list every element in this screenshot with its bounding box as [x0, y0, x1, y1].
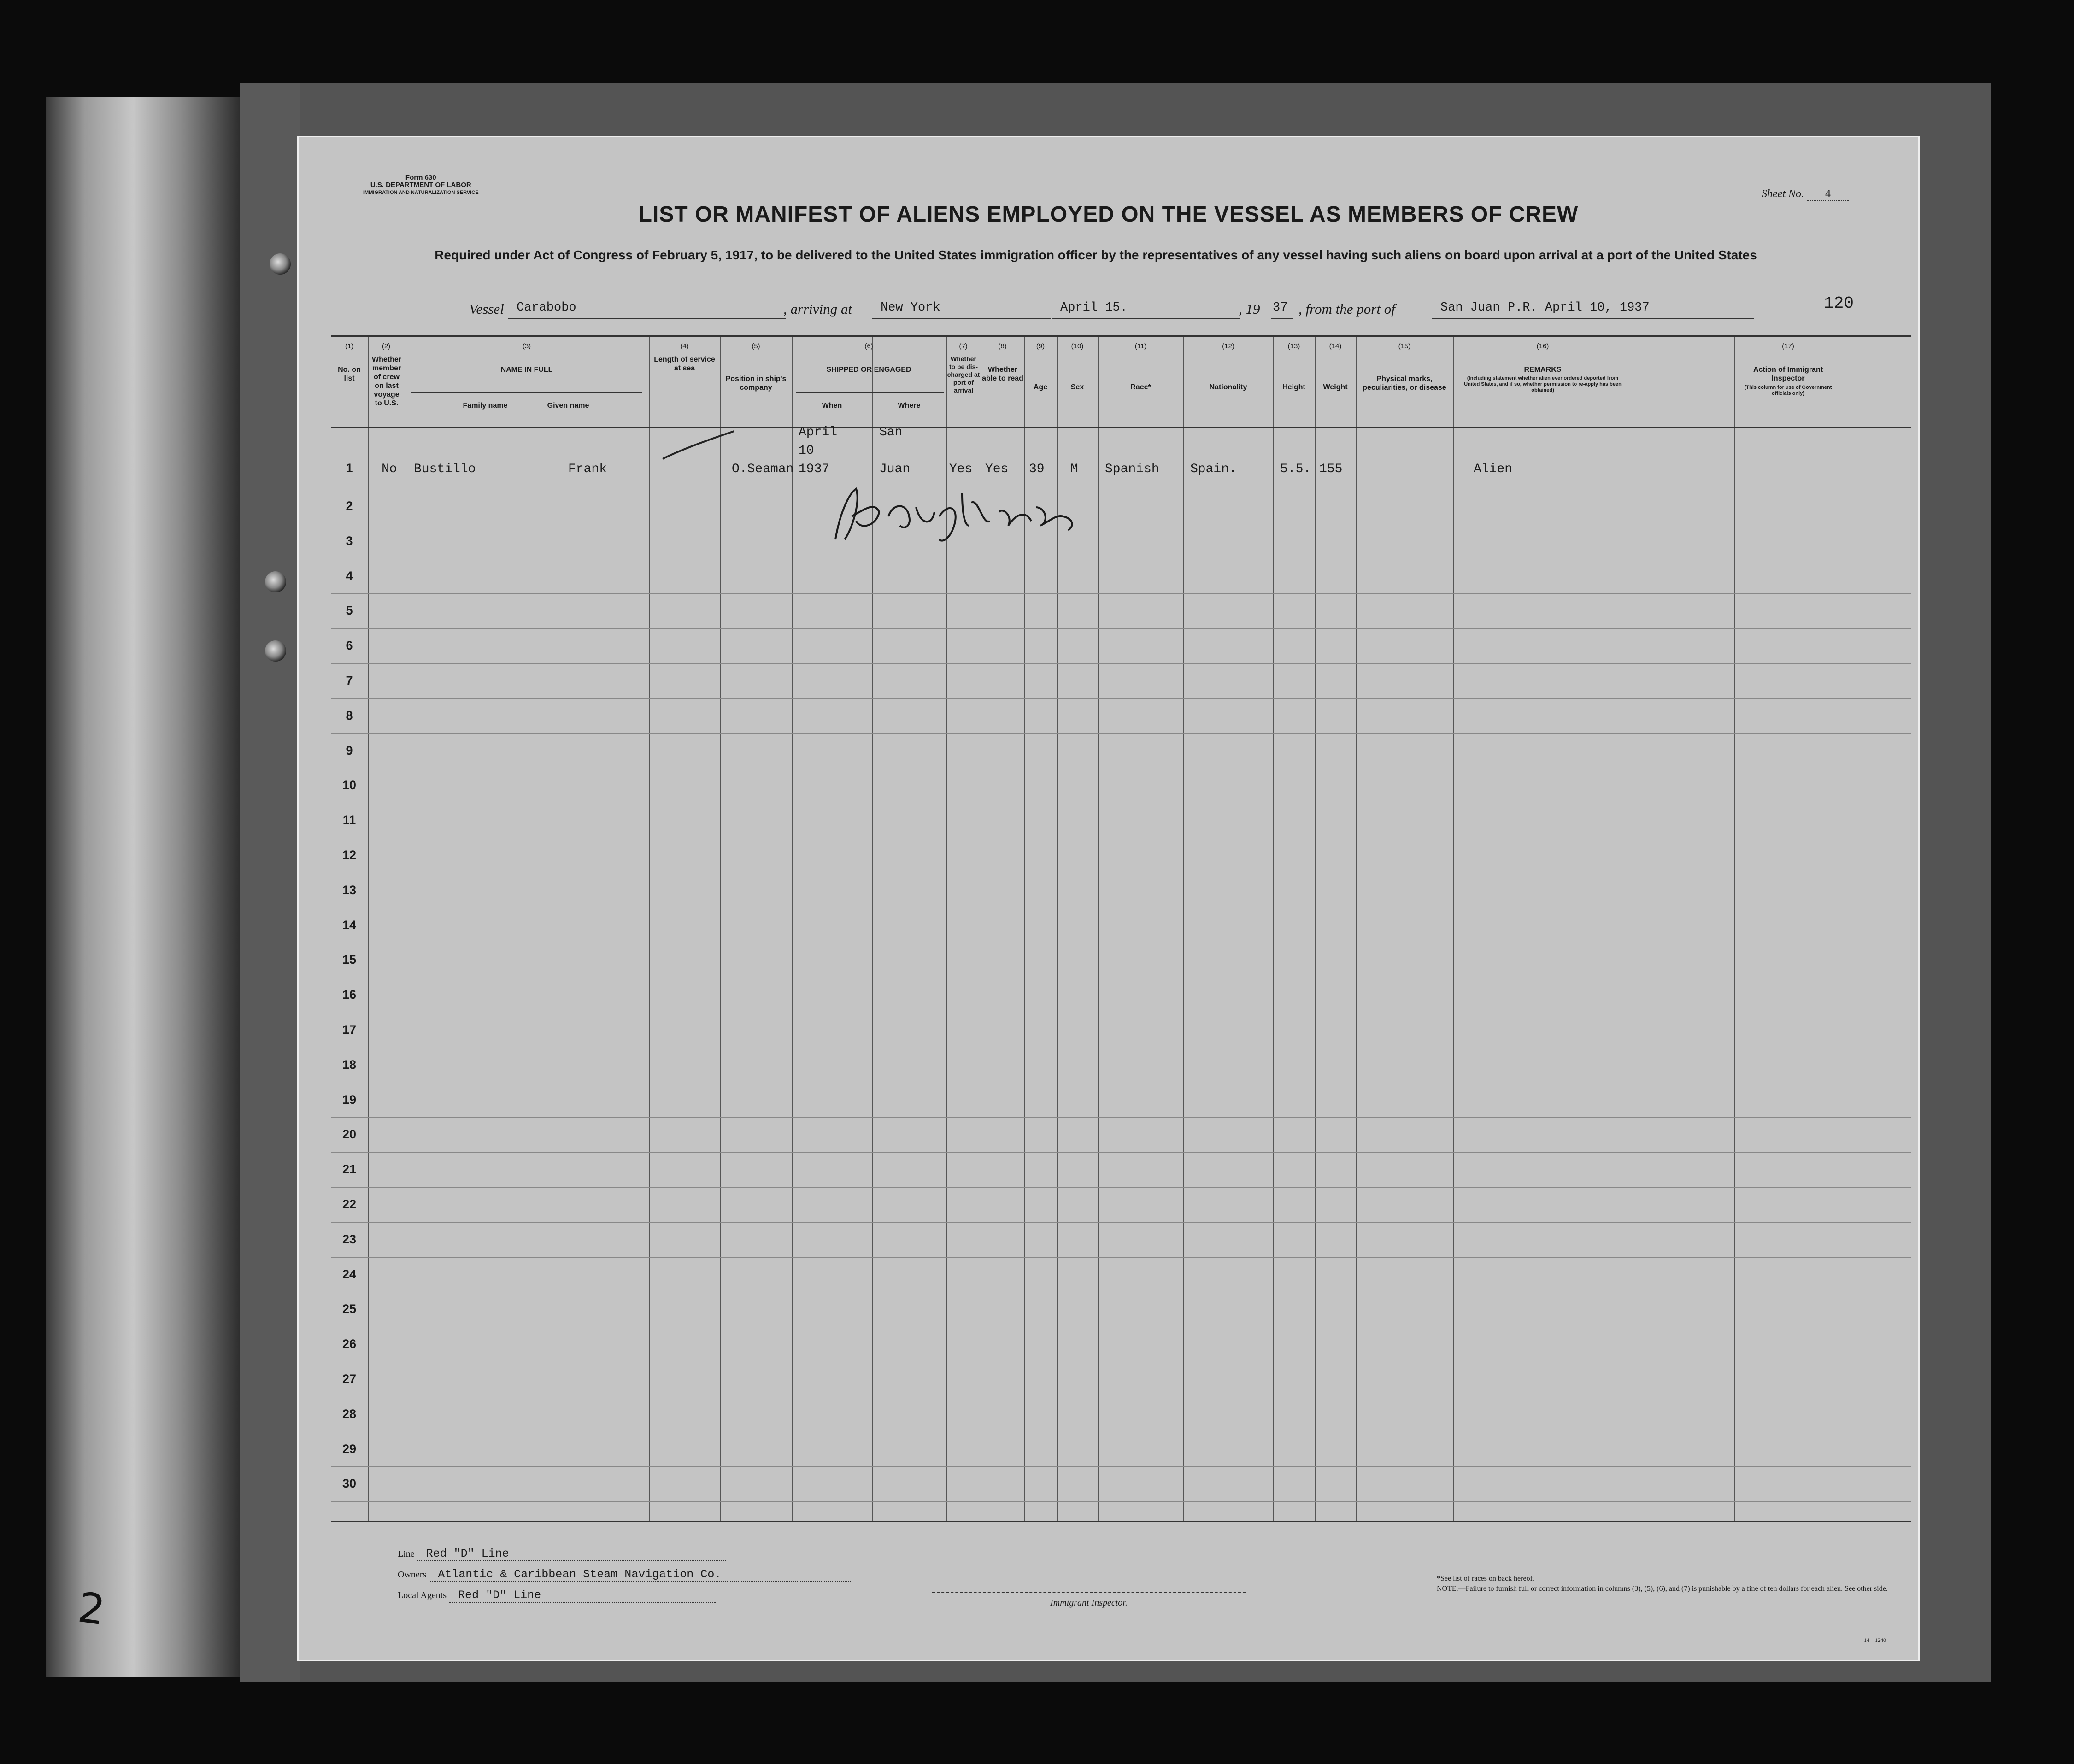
cell-race: Spanish: [1105, 462, 1159, 476]
arrival-date: April 15.: [1052, 301, 1240, 319]
header-nationality: Nationality: [1209, 383, 1247, 391]
arriving-label: , arriving at: [783, 301, 852, 317]
col-number: (4): [680, 342, 689, 350]
header-race: Race*: [1130, 383, 1151, 391]
cell-sex: M: [1070, 462, 1078, 476]
col-number: (1): [345, 342, 354, 350]
cell-last-voyage: No: [382, 462, 397, 476]
row-number: 9: [346, 743, 353, 757]
form-code: 14—1240: [1864, 1637, 1886, 1643]
punch-hole: [265, 571, 286, 592]
page-title: LIST OR MANIFEST OF ALIENS EMPLOYED ON THE VESSEL AS MEMBERS OF CREW: [638, 202, 1579, 227]
row-number: 7: [346, 674, 353, 687]
row-divider: [331, 628, 1911, 629]
col-number: (15): [1398, 342, 1411, 350]
cell-position: O.Seaman: [732, 462, 794, 476]
header-position: Position in ship's company: [725, 375, 787, 392]
col-number: (9): [1036, 342, 1045, 350]
cell-family-name: Bustillo: [414, 462, 476, 476]
row-number: 27: [342, 1372, 357, 1386]
row-divider: [331, 1117, 1911, 1118]
cell-when-month: April: [799, 425, 838, 440]
row-number: 19: [342, 1092, 357, 1107]
sheet-number: Sheet No. 4: [1762, 188, 1849, 200]
header-where: Where: [898, 402, 921, 410]
row-number: 20: [342, 1127, 357, 1142]
header-length-of-service: Length of service at sea: [654, 356, 715, 372]
header-weight: Weight: [1323, 383, 1348, 391]
cell-age: 39: [1029, 462, 1045, 476]
row-number: 1: [346, 461, 353, 475]
handwritten-signature: [824, 475, 1110, 553]
footnote: *See list of races on back hereof. NOTE.—Failure to furnish full or correct information in columns (3), (5), (6), and (7) is punishable by a fine of ten dollars for each alien. See other side.: [1437, 1575, 1888, 1593]
row-divider: [331, 663, 1911, 664]
row-divider: [331, 593, 1911, 594]
row-number: 23: [342, 1232, 357, 1246]
row-divider: [331, 1187, 1911, 1188]
row-number: 13: [342, 883, 357, 897]
col-number: (2): [382, 342, 391, 350]
row-number: 5: [346, 604, 353, 618]
row-number: 30: [342, 1477, 357, 1491]
header-shipped-engaged: SHIPPED OR ENGAGED: [826, 366, 911, 374]
from-port-label: , from the port of: [1298, 301, 1395, 317]
footer-agents: Local Agents Red "D" Line: [398, 1588, 716, 1603]
row-number: 28: [342, 1407, 357, 1421]
header-inspector-action: Action of Immigrant Inspector: [1753, 366, 1823, 382]
immigrant-inspector-line: Immigrant Inspector.: [932, 1592, 1246, 1608]
arrival-year: 37: [1271, 301, 1293, 319]
punch-hole: [270, 253, 291, 275]
header-remarks-sub: (Including statement whether alien ever ordered deported from United States, and if so, whether permission to re-apply has been obtained): [1464, 375, 1622, 393]
col-number: (3): [522, 342, 531, 350]
header-remarks: REMARKS: [1524, 366, 1562, 374]
row-number: 8: [346, 708, 353, 722]
departure-port: San Juan P.R. April 10, 1937: [1432, 301, 1754, 319]
handwritten-check: [658, 429, 741, 466]
row-number: 16: [342, 988, 357, 1002]
cell-given-name: Frank: [568, 462, 607, 476]
row-number: 17: [342, 1023, 357, 1037]
manifest-page: [297, 136, 1920, 1661]
line-value: Red "D" Line: [417, 1547, 726, 1561]
row-divider: [331, 1466, 1911, 1467]
header-no-on-list: No. on list: [338, 366, 361, 382]
cell-weight: 155: [1319, 462, 1343, 476]
agency-block: [363, 174, 479, 196]
crew-table: [331, 335, 1911, 1522]
header-sex: Sex: [1070, 383, 1084, 391]
row-divider: [331, 1257, 1911, 1258]
row-number: 10: [342, 778, 357, 792]
row-number: 12: [342, 848, 357, 862]
row-number: 21: [342, 1162, 357, 1177]
header-inspector-sub: (This column for use of Government officials only): [1744, 385, 1832, 396]
header-height: Height: [1282, 383, 1305, 391]
row-divider: [331, 1501, 1911, 1502]
col-number: (10): [1071, 342, 1084, 350]
row-number: 22: [342, 1197, 357, 1211]
row-number: 3: [346, 533, 353, 548]
col-number: (13): [1287, 342, 1300, 350]
footer-line: Line Red "D" Line: [398, 1547, 726, 1561]
header-able-to-read: Whether able to read: [982, 366, 1023, 382]
row-number: 24: [342, 1267, 357, 1281]
form-number: Form 630: [405, 174, 436, 182]
row-number: 29: [342, 1442, 357, 1456]
vessel-label: Vessel: [469, 301, 504, 317]
row-number: 26: [342, 1337, 357, 1351]
col-number: (12): [1222, 342, 1234, 350]
row-number: 14: [342, 918, 357, 932]
cell-where-line1: San: [879, 425, 903, 440]
reference-number: 120: [1824, 294, 1854, 313]
row-number: 11: [342, 813, 356, 827]
owners-value: Atlantic & Caribbean Steam Navigation Co.: [429, 1568, 852, 1582]
punch-hole: [265, 640, 286, 662]
row-divider: [331, 733, 1911, 734]
header-discharged: Whether to be dis-charged at port of arrival: [947, 355, 980, 394]
cell-where-line2: Juan: [879, 462, 911, 476]
header-physical-marks: Physical marks, peculiarities, or disease: [1363, 375, 1446, 392]
agents-value: Red "D" Line: [449, 1588, 716, 1603]
year-prefix: , 19: [1239, 301, 1260, 317]
cell-when-day: 10: [799, 444, 814, 458]
row-number: 25: [342, 1302, 357, 1316]
col-number: (16): [1536, 342, 1549, 350]
agency-name: U.S. DEPARTMENT OF LABOR: [370, 181, 471, 189]
header-last-voyage: Whether member of crew on last voyage to U.S.: [372, 356, 401, 407]
row-number: 4: [346, 568, 353, 583]
row-number: 2: [346, 499, 353, 513]
col-number: (14): [1329, 342, 1342, 350]
cell-height: 5.5.: [1280, 462, 1311, 476]
arrival-port: New York: [872, 301, 1051, 319]
row-divider: [331, 698, 1911, 699]
col-number: (7): [959, 342, 968, 350]
cell-when-year: 1937: [799, 462, 830, 476]
cell-able-to-read: Yes: [985, 462, 1009, 476]
row-number: 18: [342, 1057, 357, 1072]
col-number: (5): [752, 342, 760, 350]
cell-nationality: Spain.: [1190, 462, 1237, 476]
vessel-name: Carabobo: [508, 301, 786, 319]
footer-owners: Owners Atlantic & Caribbean Steam Navigation Co.: [398, 1568, 852, 1582]
row-number: 15: [342, 953, 357, 967]
agency-service: IMMIGRATION AND NATURALIZATION SERVICE: [363, 190, 479, 195]
vessel-line: [469, 301, 1842, 322]
col-number: (11): [1134, 342, 1147, 350]
row-number: 6: [346, 639, 353, 653]
cell-discharged: Yes: [949, 462, 973, 476]
margin-mark: 2: [75, 1583, 108, 1635]
row-divider: [331, 1222, 1911, 1223]
header-given-name: Given name: [547, 402, 589, 410]
header-when: When: [822, 402, 842, 410]
cell-remarks: Alien: [1474, 462, 1513, 476]
header-name-in-full: NAME IN FULL: [500, 366, 553, 374]
page-subtitle: Required under Act of Congress of February 5, 1917, to be delivered to the United States immigration officer by the representatives of any vessel having such aliens on board upon arrival at a port of the United States: [435, 248, 1757, 262]
header-age: Age: [1033, 383, 1048, 391]
binder-strip: [240, 83, 300, 1682]
col-number: (17): [1782, 342, 1794, 350]
binder-edge: [46, 97, 240, 1677]
col-number: (6): [864, 342, 873, 350]
header-family-name: Family name: [463, 402, 508, 410]
row-divider: [331, 1152, 1911, 1153]
col-number: (8): [998, 342, 1007, 350]
